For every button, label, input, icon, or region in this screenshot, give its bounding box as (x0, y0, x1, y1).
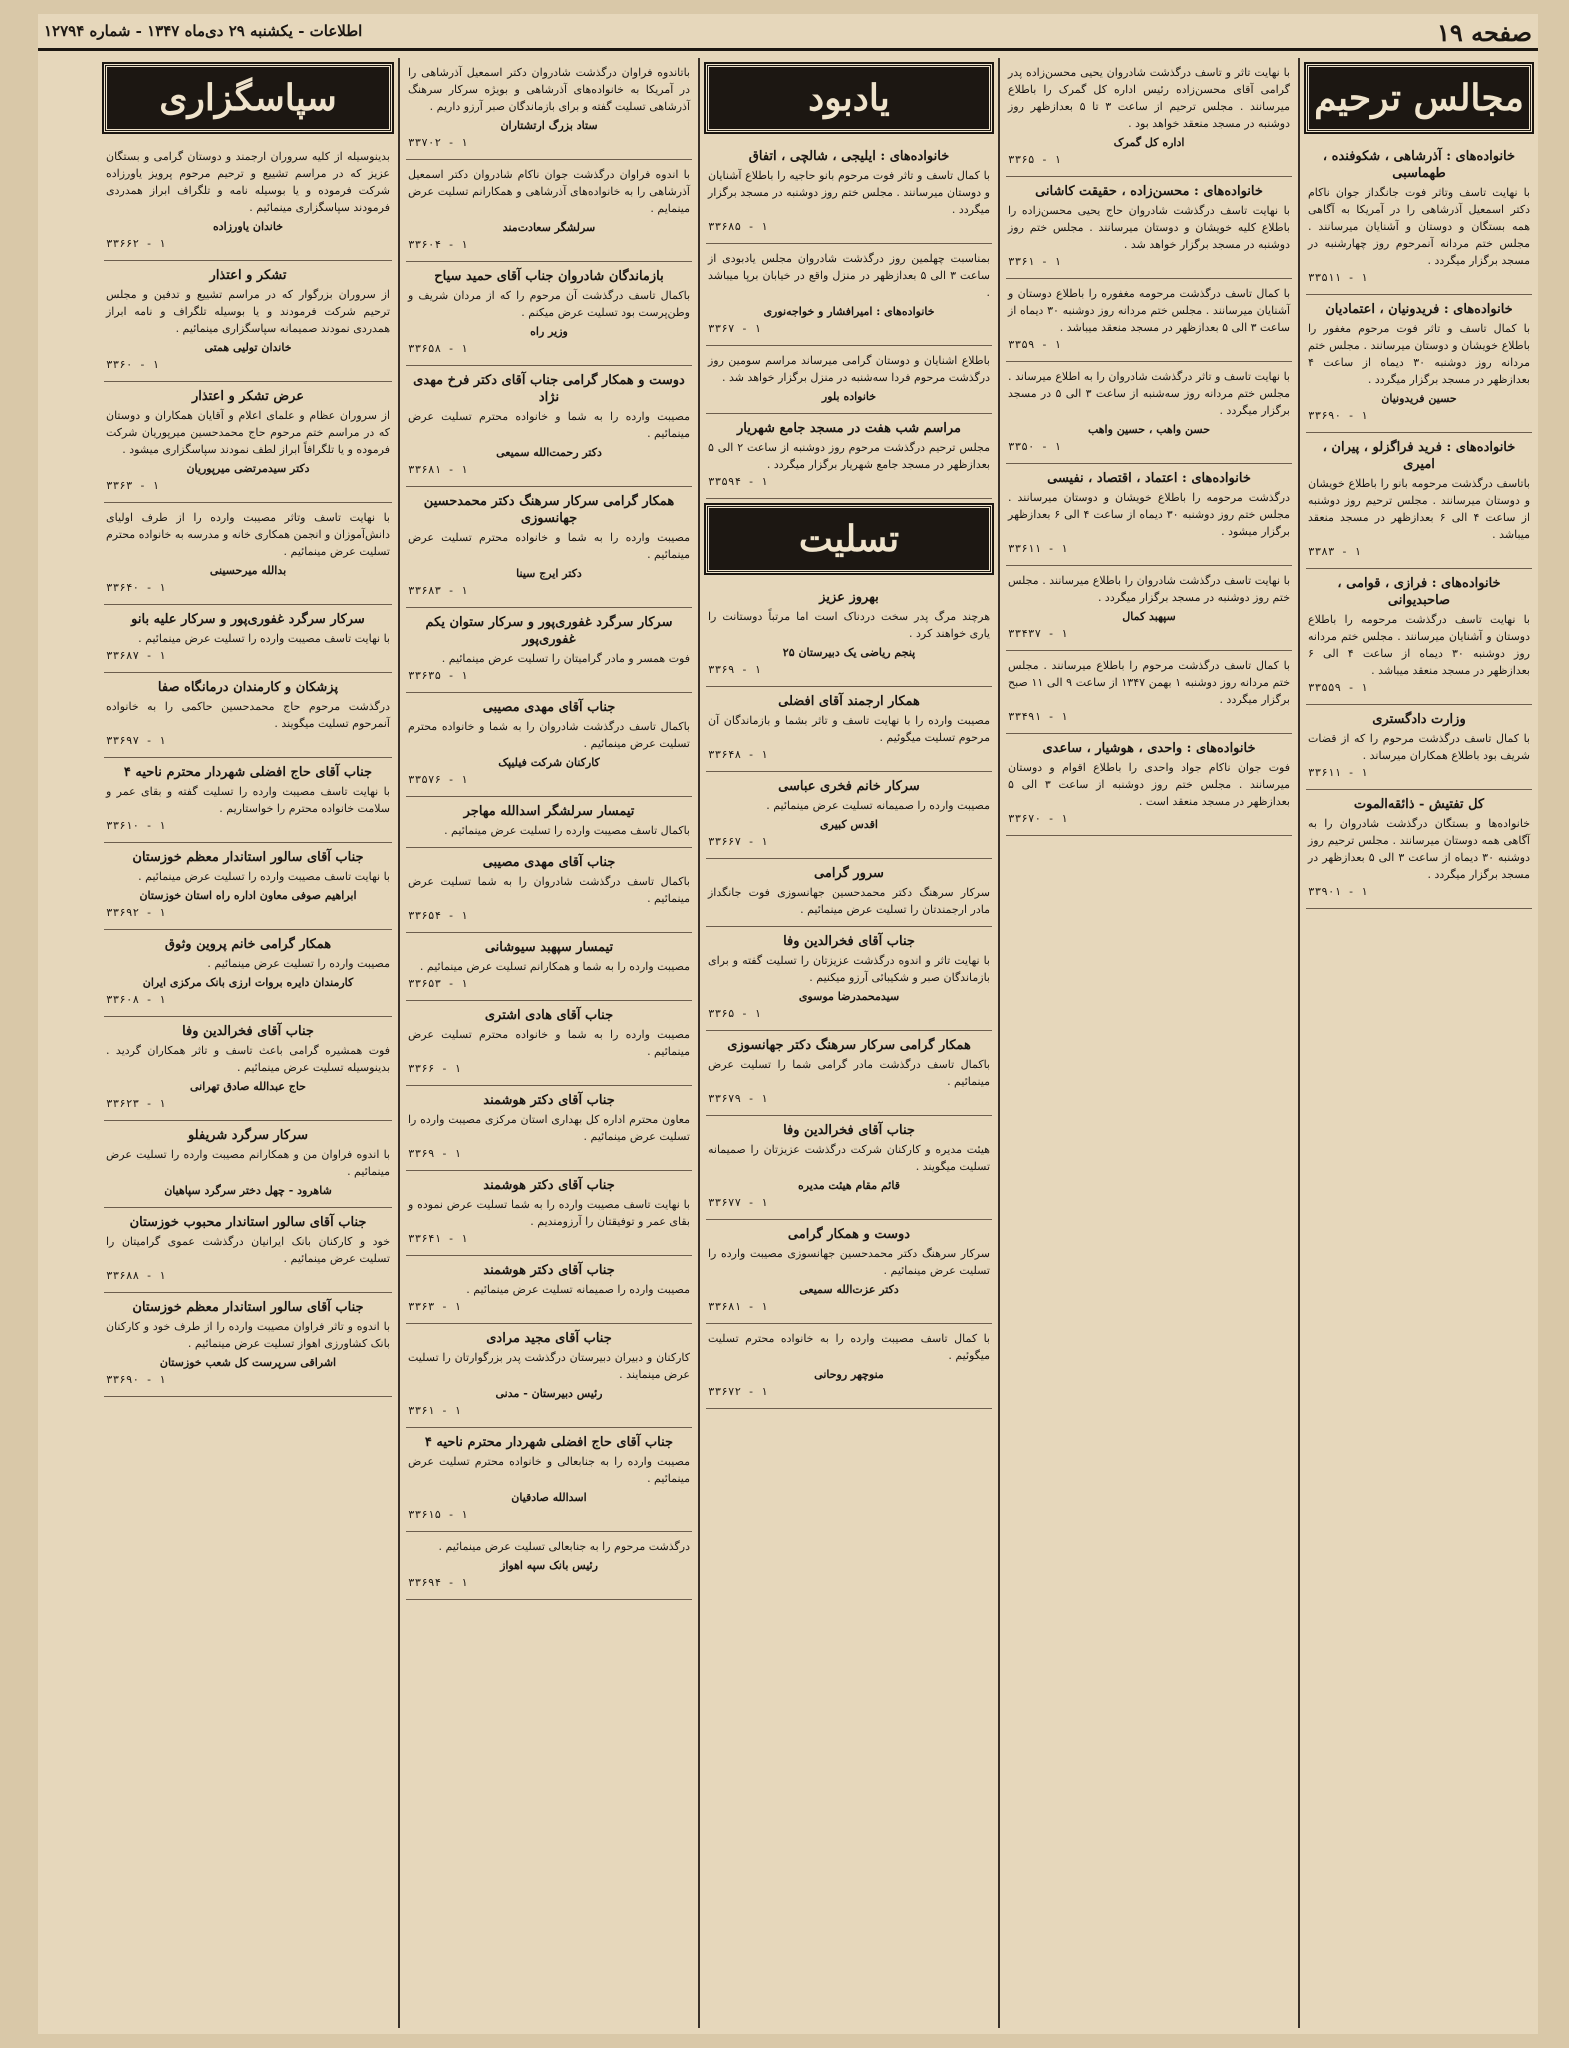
notice-title: تشکر و اعتذار (209, 268, 287, 283)
notice-title: سرکار سرگرد غفوری‌پور و سرکار ستوان یکم غفوری‌پور (425, 615, 673, 647)
notice-signature: خاندان تولیی همتی (204, 341, 292, 354)
notice-body: مصیبت وارده را به شما و خانواده محترم تسلیت عرض مینمائیم . (408, 531, 690, 561)
notice-body: باتاسف درگذشت مرحومه بانو را باطلاع خویشان و دوستان میرسانند . مجلس ترحیم روز دوشنبه از ساعت ۴ الی ۶ بعدازظهر در مسجد منعقد میباشد . (1308, 477, 1530, 541)
notice-body: مصیبت وارده را صمیمانه تسلیت عرض مینمائیم . (766, 799, 990, 812)
notice (406, 1428, 692, 1532)
notice-body: فوت جوان ناکام جواد واحدی را باطلاع اقوام و دوستان میرسانند . مجلس ختم روز دوشنبه از ساعت ۳ الی ۵ بعدازظهر در مسجد منعقد است . (1008, 761, 1290, 808)
notice (406, 1171, 692, 1256)
notice-code: ۳۳۶۱ - ۱ (408, 1404, 461, 1417)
notice-title: وزارت دادگستری (1372, 712, 1466, 727)
notice-signature: خانواده‌های : امیرافشار و خواجه‌نوری (763, 305, 935, 318)
notice-body: مصیبت وارده را به شما و خانواده محترم تسلیت عرض مینمائیم . (408, 410, 690, 440)
notice (104, 1017, 392, 1121)
notice-body: از سروران عظام و علمای اعلام و آقایان همکاران و دوستان که در مراسم ختم مرحوم حاج محمدحسین میرپوریان شرکت فرموده و یا تلگرافاً ابراز لطف نمودند سپاسگزاری میشود . (106, 409, 390, 456)
notice-body: با نهایت تاثر و تاسف درگذشت شادروان یحیی محسن‌زاده پدر گرامی آقای محسن‌زاده رئیس اداره کل گمرک را باطلاع میرسانند . مجلس ترحیم از ساعت ۳ تا ۵ بعدازظهر روز دوشنبه در مسجد منعقد خواهد بود . (1008, 66, 1291, 130)
notice-signature: اداره کل گمرک (1113, 136, 1185, 149)
notice-body: درگذشت مرحومه را باطلاع خویشان و دوستان میرسانند . مجلس ختم روز دوشنبه ۳۰ دیماه از ساعت ۴ الی ۶ بعدازظهر برگزار میشود . (1008, 491, 1290, 538)
notice-body: از سروران بزرگوار که در مراسم تشییع و تدفین و مجلس ترحیم شرکت فرمودند و یا بوسیله تلگراف و نامه ابراز همدردی نمودند صمیمانه سپاسگزاری مینمائیم . (106, 288, 390, 335)
notice-title: تیمسار سرلشگر اسدالله مهاجر (463, 804, 635, 819)
notice (706, 244, 992, 346)
notice-title: خانواده‌های : فریدونیان ، اعتمادیان (1325, 302, 1513, 317)
notice-body: با نهایت تاسف وتاثر فوت جانگداز جوان ناکام دکتر اسمعیل آذرشاهی را در آمریکا به آگاهی همه بستگان و دوستان و آشنایان میرسانند . مجلس ختم مردانه آنمرحوم روز چهارشنبه در مسجد برگزار میگردد . (1308, 186, 1530, 267)
notice-body: با نهایت تاسف درگذشت مرحومه را باطلاع دوستان و آشنایان میرسانند . مجلس ختم مردانه روز دوشنبه ۳۰ دیماه از ساعت ۴ الی ۶ بعدازظهر در مسجد منعقد میباشد . (1308, 613, 1530, 677)
notice (104, 142, 392, 261)
notice-signature: منوچهر روحانی (814, 1368, 884, 1381)
notice-signature: حاج عبدالله صادق تهرانی (190, 1080, 306, 1093)
notice-code: ۳۳۶۹۲ - ۱ (106, 906, 166, 919)
notice (706, 346, 992, 414)
notice-code: ۳۳۶۷۲ - ۱ (708, 1385, 768, 1398)
notice (104, 503, 392, 605)
notice-title: جناب آقای هادی اشتری (484, 1008, 614, 1023)
notice-code: ۳۳۵۹ - ۱ (1008, 338, 1061, 351)
notice-signature: رئیس دبیرستان - مدنی (495, 1387, 603, 1400)
notice (406, 1256, 692, 1324)
notice-body: با نهایت تاسف مصیبت وارده را تسلیت گفته و بقای عمر و سلامت خانواده محترم را خواستاریم . (106, 785, 390, 815)
notice-code: ۳۳۵۱۱ - ۱ (1308, 271, 1368, 284)
notice-body: باطلاع اشنایان و دوستان گرامی میرساند مراسم سومین روز درگذشت مرحوم فردا سه‌شنبه در منزل برگزار خواهد شد . (708, 354, 990, 384)
notice-signature: سپهبد کمال (1122, 610, 1176, 623)
notice (706, 1031, 992, 1116)
notice-code: ۳۳۶۰۸ - ۱ (106, 993, 166, 1006)
notice-title: دوست و همکار گرامی جناب آقای دکتر فرخ مهدی نژاد (413, 373, 685, 405)
notice-code: ۳۳۶۵ - ۱ (1008, 153, 1061, 166)
notice-body: فوت همسر و مادر گرامیتان را تسلیت عرض مینمائیم . (441, 652, 690, 665)
notice-code: ۳۳۶۹۷ - ۱ (106, 734, 166, 747)
notice-signature: بدالله میرحسینی (209, 564, 287, 577)
newspaper-page (38, 14, 1538, 2034)
notice-title: جناب آقای فخرالدین وفا (783, 1123, 915, 1138)
notice-code: ۳۳۶۱۱ - ۱ (1008, 542, 1068, 555)
notice (706, 142, 992, 244)
notice-body: با کمال تاسف درگذشت مرحومه مغفوره را باطلاع دوستان و آشنایان میرسانند . مجلس ختم مردانه روز دوشنبه ۳۰ دیماه از ساعت ۳ الی ۵ بعدازظهر در مسجد منعقد میباشد . (1008, 287, 1291, 334)
notice-body: باکمال تاسف مصیبت وارده را تسلیت عرض مینمائیم . (444, 824, 690, 837)
notice-code: ۳۳۶۷۷ - ۱ (708, 1196, 768, 1209)
notice (104, 843, 392, 930)
notice-signature: حسین فریدونیان (1381, 392, 1457, 405)
notice-code: ۳۳۵۷۶ - ۱ (408, 773, 468, 786)
notice-signature: رئیس بانک سپه اهواز (500, 1559, 598, 1572)
notice-code: ۳۳۶۸۱ - ۱ (408, 463, 468, 476)
notice-body: درگذشت مرحوم را به جنابعالی تسلیت عرض مینمائیم . (438, 1540, 690, 1553)
notice (406, 58, 692, 160)
notice-signature: ستاد بزرگ ارتشتاران (500, 119, 598, 132)
notice-signature: سیدمحمدرضا موسوی (798, 990, 900, 1003)
notice (1006, 651, 1292, 734)
notice-title: جناب آقای مهدی مصیبی (482, 855, 616, 870)
notice-code: ۳۳۶۵۴ - ۱ (408, 909, 468, 922)
notice (104, 261, 392, 382)
notice-title: تیمسار سپهبد سیوشانی (484, 940, 614, 955)
notice-signature: دکتر سیدمرتضی میرپوریان (186, 462, 310, 475)
notice (406, 848, 692, 933)
notice-signature: قائم مقام هیئت مدیره (798, 1179, 900, 1192)
notice-code: ۳۳۶۵۳ - ۱ (408, 977, 468, 990)
notice-code: ۳۳۶۱۱ - ۱ (1308, 766, 1368, 779)
notice-code: ۳۳۴۹۱ - ۱ (1008, 710, 1068, 723)
notice-code: ۳۳۵۰ - ۱ (1008, 440, 1061, 453)
notice-body: باکمال تاسف درگذشت مادر گرامی شما را تسلیت عرض مینمائیم . (708, 1058, 990, 1088)
section-banner: سپاسگزاری (104, 64, 392, 132)
notice-body: سرکار سرهنگ دکتر محمدحسین جهانسوزی فوت جانگداز مادر ارجمندتان را تسلیت عرض مینمائیم . (708, 886, 990, 916)
notice-signature: ابراهیم صوفی معاون اداره راه استان خوزستان (139, 889, 357, 902)
notice (706, 1116, 992, 1220)
notice-body: درگذشت مرحوم حاج محمدحسین حاکمی را به خانواده آنمرحوم تسلیت میگویند . (106, 700, 390, 730)
section-banner: تسلیت (706, 505, 992, 573)
notice (706, 772, 992, 859)
notice-body: بمناسبت چهلمین روز درگذشت شادروان مجلس یادبودی از ساعت ۳ الی ۵ بعدازظهر در منزل واقع در خیابان برپا میباشد . (708, 252, 990, 299)
notice-title: سرکار سرگرد شریفلو (187, 1128, 309, 1143)
notice (104, 758, 392, 843)
notice-code: ۳۳۶۸۱ - ۱ (708, 1300, 768, 1313)
notice-body: باکمال تاسف درگذشت شادروان را به شما تسلیت عرض مینمائیم . (408, 875, 690, 905)
column-2 (998, 58, 1298, 2028)
notice-title: کل تفتیش - ذائقه‌الموت (1353, 797, 1485, 812)
notice-body: با نهایت تاسف و تاثر درگذشت شادروان را به اطلاع میرساند . مجلس ختم مردانه روز سه‌شنبه از ساعت ۳ الی ۵ در مسجد برگزار میگردد . (1008, 370, 1290, 417)
notice-signature: اسدالله صادقیان (511, 1491, 587, 1504)
notice (706, 927, 992, 1031)
notice (406, 1324, 692, 1428)
notice-body: خانواده‌ها و بستگان درگذشت شادروان را به آگاهی همه دوستان میرسانند . مجلس ترحیم روز دوشنبه ۳۰ دیماه از ساعت ۳ الی ۵ بعدازظهر در مسجد برگزار میگردد . (1308, 817, 1530, 881)
notice-title: جناب آقای حاج افضلی شهردار محترم ناحیه ۴ (123, 765, 373, 780)
notice (1006, 58, 1292, 177)
notice-body: با کمال تاسف مصیبت وارده را به خانواده محترم تسلیت میگوئیم . (708, 1332, 990, 1362)
page-number: صفحه ۱۹ (1436, 18, 1532, 47)
notice-code: ۳۳۶۶ - ۱ (408, 1062, 461, 1075)
notice-body: مصیبت وارده را تسلیت عرض مینمائیم . (207, 957, 390, 970)
notice-signature: وزیر راه (530, 325, 568, 338)
notice-body: با اندوه فراوان من و همکارانم مصیبت وارده را تسلیت عرض مینمائیم . (106, 1148, 390, 1178)
notice-title: جناب آقای حاج افضلی شهردار محترم ناحیه ۴ (424, 1435, 674, 1450)
notice-code: ۳۳۶۸۷ - ۱ (106, 649, 166, 662)
notice-code: ۳۳۶۱۵ - ۱ (408, 1508, 468, 1521)
column-5 (98, 58, 398, 2028)
notice-code: ۳۳۶۵ - ۱ (708, 1007, 761, 1020)
notice-code: ۳۳۹۰۱ - ۱ (1308, 885, 1368, 898)
notice-title: جناب آقای فخرالدین وفا (783, 934, 915, 949)
notice-code: ۳۳۶۵۸ - ۱ (408, 342, 468, 355)
notice (1306, 433, 1532, 569)
notice-code: ۳۳۶۸۸ - ۱ (106, 1269, 166, 1282)
notice-code: ۳۳۶۴۱ - ۱ (408, 1232, 468, 1245)
notice (104, 930, 392, 1017)
notice-title: خانواده‌های : واحدی ، هوشیار ، ساعدی (1042, 741, 1256, 756)
notice-body: با نهایت تاسف درگذشت شادروان حاج یحیی محسن‌زاده را باطلاع کلیه خویشان و دوستان میرسانند . مجلس ختم روز دوشنبه در مسجد برگزار خواهد شد . (1008, 204, 1290, 251)
notice-body: با نهایت تاسف مصیبت وارده را به شما تسلیت عرض نموده و بقای عمر و توفیقتان را آرزومندیم . (408, 1198, 690, 1228)
notice-body: با اندوه فراوان درگذشت جوان ناکام شادروان دکتر اسمعیل آذرشاهی را به خانواده‌های آذرشاهی و همکارانم تسلیت عرض مینمایم . (408, 168, 690, 215)
notice-signature: پنجم ریاضی یک دبیرستان ۲۵ (782, 646, 916, 659)
notice-body: باکمال تاسف درگذشت شادروان را به شما و خانواده محترم تسلیت عرض مینمائیم . (408, 720, 690, 750)
notice-body: هیئت مدیره و کارکنان شرکت درگذشت عزیزتان را صمیمانه تسلیت میگویند . (708, 1143, 990, 1173)
notice-body: معاون محترم اداره کل بهداری استان مرکزی مصیبت وارده را تسلیت عرض مینمائیم . (408, 1113, 690, 1143)
notice-signature: دکتر عزت‌الله سمیعی (799, 1283, 899, 1296)
notice-title: جناب آقای مجید مرادی (486, 1331, 612, 1346)
notice-title: جناب آقای مهدی مصیبی (482, 700, 616, 715)
notice-code: ۳۳۶۹۰ - ۱ (106, 1373, 166, 1386)
notice (406, 933, 692, 1001)
notice-body: مصیبت وارده را به شما و خانواده محترم تسلیت عرض مینمائیم . (408, 1028, 690, 1058)
notice-title: پزشکان و کارمندان درمانگاه صفا (157, 680, 339, 695)
notice (1006, 734, 1292, 836)
notice (1006, 362, 1292, 464)
notice-body: با اندوه و تاثر فراوان مصیبت وارده را از طرف خود و کارکنان بانک کشاورزی اهواز تسلیت عرض مینمائیم . (106, 1320, 390, 1350)
notice-title: جناب آقای دکتر هوشمند (483, 1178, 615, 1193)
notice-code: ۳۳۶۲۳ - ۱ (106, 1097, 166, 1110)
notice-body: هرچند مرگ پدر سخت دردناک است اما مرتباً دوستانت را یاری خواهند کرد . (708, 610, 990, 640)
notice-title: جناب آقای سالور استاندار معظم خوزستان (132, 850, 364, 865)
section-banner: یادبود (706, 64, 992, 132)
notice-title: بازماندگان شادروان جناب آقای حمید سیاح (434, 269, 664, 284)
notice-code: ۳۳۶۰ - ۱ (106, 358, 159, 371)
section-banner: مجالس ترحیم (1306, 64, 1532, 132)
notice-code: ۳۳۶۹۰ - ۱ (1308, 409, 1368, 422)
notice (706, 1220, 992, 1324)
notice-title: همکار گرامی سرکار سرهنگ دکتر محمدحسین جهانسوزی (423, 494, 675, 526)
notice (406, 1001, 692, 1086)
notice-signature: کارکنان شرکت فیلیپک (498, 756, 600, 769)
notice-code: ۳۳۶۳ - ۱ (106, 479, 159, 492)
notice-signature: اشراقی سرپرست کل شعب خوزستان (159, 1356, 337, 1369)
notice (1006, 177, 1292, 279)
notice (406, 1532, 692, 1600)
notice-body: سرکار سرهنگ دکتر محمدحسین جهانسوزی مصیبت وارده را تسلیت عرض مینمائیم . (708, 1247, 990, 1277)
notice (406, 487, 692, 608)
notice-title: جناب آقای دکتر هوشمند (483, 1093, 615, 1108)
notice-code: ۳۳۶۴۸ - ۱ (708, 748, 768, 761)
notice (406, 797, 692, 848)
notice (1306, 569, 1532, 705)
notice-code: ۳۳۶۴۰ - ۱ (106, 581, 166, 594)
notice-title: خانواده‌های : محسن‌زاده ، حقیقت کاشانی (1035, 184, 1263, 199)
column-4 (398, 58, 698, 2028)
notice-signature: خاندان یاورزاده (212, 220, 284, 233)
notice-body: با نهایت تاسف درگذشت شادروان را باطلاع میرسانند . مجلس ختم روز دوشنبه در مسجد برگزار میگردد . (1008, 574, 1290, 604)
notice-title: همکار گرامی سرکار سرهنگ دکتر جهانسوزی (727, 1038, 971, 1053)
notice-title: عرض تشکر و اعتذار (191, 389, 305, 404)
notice-title: سرور گرامی (814, 866, 884, 881)
notice (104, 605, 392, 673)
notice-signature: شاهرود - چهل دختر سرگرد سپاهیان (164, 1184, 332, 1197)
notice-code: ۳۳۶۳ - ۱ (408, 1300, 461, 1313)
notice-body: خود و کارکنان بانک ایرانیان درگذشت عموی گرامیتان را تسلیت عرض مینمائیم . (106, 1235, 390, 1265)
notice (1006, 566, 1292, 651)
notice-code: ۳۳۶۸۳ - ۱ (408, 584, 468, 597)
notice-signature: دکتر رحمت‌الله سمیعی (496, 446, 602, 459)
notice-signature: اقدس کبیری (820, 818, 878, 831)
notice-code: ۳۳۵۵۹ - ۱ (1308, 681, 1368, 694)
notice-body: با کمال تاسف و تاثر فوت مرحوم مغفور را باطلاع خویشان و دوستان میرسانند . مجلس ختم مردانه روز دوشنبه ۳۰ دیماه از ساعت ۴ بعدازظهر در مسجد برگزار میگردد . (1308, 322, 1530, 386)
notice-body: کارکنان و دبیران دبیرستان درگذشت پدر بزرگوارتان را تسلیت عرض مینمایند . (408, 1351, 690, 1381)
notice-title: جناب آقای سالور استاندار معظم خوزستان (132, 1300, 364, 1315)
notice (406, 262, 692, 366)
notice-body: با نهایت تاثر و اندوه درگذشت عزیزتان را تسلیت گفته و برای بازماندگان صبر و شکیبائی آرزو میکنیم . (708, 954, 990, 984)
notice-title: خانواده‌های : فرازی ، قوامی ، صاحبدیوانی (1337, 576, 1501, 608)
notice-title: جناب آقای سالور استاندار محبوب خوزستان (129, 1215, 367, 1230)
notice (104, 1121, 392, 1208)
notice-body: مجلس ترحیم درگذشت مرحوم روز دوشنبه از ساعت ۲ الی ۵ بعدازظهر در مسجد جامع شهریار برگزار میگردد . (708, 441, 990, 471)
notice-body: با نهایت تاسف مصیبت وارده را تسلیت عرض مینمائیم . (138, 870, 390, 883)
notice-body: فوت همشیره گرامی باعث تاسف و تاثر همکاران گردید . بدینوسیله تسلیت عرض مینمائیم . (106, 1044, 390, 1074)
notice-code: ۳۳۶۶۲ - ۱ (106, 237, 166, 250)
notice-code: ۳۳۶۳۵ - ۱ (408, 669, 468, 682)
notice (104, 1208, 392, 1293)
notice-title: همکار گرامی خانم پروین وثوق (164, 937, 332, 952)
notice-body: با کمال تاسف و تاثر فوت مرحوم بانو حاجیه را باطلاع آشنایان و دوستان میرسانند . مجلس ختم روز دوشنبه در مسجد برگزار میگردد . (708, 169, 990, 216)
notice-title: بهروز عزیز (819, 590, 879, 605)
notice-code: ۳۳۸۳ - ۱ (1308, 545, 1361, 558)
notice (706, 1324, 992, 1409)
notice-signature: دکتر ایرج سینا (516, 567, 582, 580)
notice-body: باکمال تاسف درگذشت آن مرحوم را که از مردان شریف و وطن‌پرست بود تسلیت عرض میکنم . (408, 289, 690, 319)
notice-title: سرکار خانم فخری عباسی (778, 779, 920, 794)
column-3 (698, 58, 998, 2028)
notice-title: خانواده‌های : آذرشاهی ، شکوفنده ، طهماسبی (1322, 149, 1516, 181)
notice-code: ۳۳۶۹۴ - ۱ (408, 1576, 468, 1589)
notice-signature: خانواده بلور (821, 390, 877, 403)
notice-code: ۳۳۶۱ - ۱ (1008, 255, 1061, 268)
notice-title: سرکار سرگرد غفوری‌پور و سرکار علیه بانو (131, 612, 365, 627)
notice-title: مراسم شب هفت در مسجد جامع شهریار (737, 421, 961, 436)
notice (1306, 790, 1532, 909)
notice-body: با کمال تاسف درگذشت مرحوم را باطلاع میرسانند . مجلس ختم مردانه روز دوشنبه ۱ بهمن ۱۳۴۷ از ساعت ۹ الی ۱۱ صبح برگزار میگردد . (1008, 659, 1291, 706)
notice-code: ۳۳۶۹ - ۱ (408, 1147, 461, 1160)
notice-code: ۳۳۶۷ - ۱ (708, 322, 761, 335)
notice (706, 583, 992, 687)
notice-title: جناب آقای دکتر هوشمند (483, 1263, 615, 1278)
notice-body: با نهایت تاسف وتاثر مصیبت وارده را از طرف اولیای دانش‌آموزان و انجمن همکاری خانه و مدرسه به خانواده محترم تسلیت عرض مینمائیم . (106, 511, 390, 558)
notice-body: با نهایت تاسف مصیبت وارده را تسلیت عرض مینمائیم . (138, 632, 390, 645)
notice (406, 693, 692, 797)
notice (1006, 464, 1292, 566)
notice-code: ۳۳۶۷۰ - ۱ (1008, 812, 1068, 825)
notice-signature: کارمندان دایره بروات ارزی بانک مرکزی ایران (142, 976, 354, 989)
notice (406, 608, 692, 693)
notice (104, 673, 392, 758)
notice-code: ۳۳۵۹۴ - ۱ (708, 475, 768, 488)
notice-title: جناب آقای فخرالدین وفا (182, 1024, 314, 1039)
notice-title: خانواده‌های : اعتماد ، اقتصاد ، نفیسی (1047, 471, 1251, 486)
notice-title: دوست و همکار گرامی (787, 1227, 911, 1242)
notice (706, 687, 992, 772)
notice-code: ۳۳۶۷۹ - ۱ (708, 1092, 768, 1105)
notice-code: ۳۳۶۸۵ - ۱ (708, 220, 768, 233)
notice-code: ۳۳۶۱۰ - ۱ (106, 819, 166, 832)
column-1 (1298, 58, 1538, 2028)
columns-container (38, 58, 1538, 2028)
notice-code: ۳۳۴۳۷ - ۱ (1008, 627, 1068, 640)
notice-body: مصیبت وارده را به جنابعالی و خانواده محترم تسلیت عرض مینمائیم . (408, 1455, 690, 1485)
notice-body: مصیبت وارده را با نهایت تاسف و تاثر بشما و بازماندگان آن مرحوم تسلیت میگوئیم . (708, 714, 990, 744)
notice-title: خانواده‌های : فرید فراگزلو ، پیران ، امیری (1322, 440, 1516, 472)
notice-code: ۳۳۶۰۴ - ۱ (408, 238, 468, 251)
notice (104, 1293, 392, 1397)
notice-code: ۳۳۷۰۲ - ۱ (408, 136, 468, 149)
notice (1006, 279, 1292, 362)
notice-body: باتاندوه فراوان درگذشت شادروان دکتر اسمعیل آذرشاهی را در آمریکا به خانواده‌های آذرشاهی و بویژه سرکار سرهنگ آذرشاهی تسلیت گفته و برای بازماندگان صبر آرزو داریم . (408, 66, 690, 113)
notice-body: با کمال تاسف درگذشت مرحوم را که از قضات شریف بود باطلاع همکاران میرساند . (1308, 732, 1530, 762)
notice (104, 382, 392, 503)
notice-signature: حسن واهب ، حسین واهب (1087, 423, 1211, 436)
issue-info: اطلاعات - یکشنبه ۲۹ دی‌ماه ۱۳۴۷ - شماره ۱۲۷۹۴ (44, 22, 363, 40)
notice-signature: سرلشگر سعادت‌مند (502, 221, 596, 234)
notice (406, 160, 692, 262)
notice (406, 366, 692, 487)
notice (1306, 705, 1532, 790)
notice-body: مصیبت وارده را صمیمانه تسلیت عرض مینمائیم . (466, 1283, 690, 1296)
notice-title: خانواده‌های : ایلیجی ، شالچی ، اتفاق (748, 149, 950, 164)
notice (406, 1086, 692, 1171)
notice-code: ۳۳۶۹ - ۱ (708, 663, 761, 676)
page-header (38, 14, 1538, 51)
notice-body: مصیبت وارده را به شما و همکارانم تسلیت عرض مینمائیم . (419, 960, 690, 973)
notice (1306, 295, 1532, 433)
notice (1306, 142, 1532, 295)
notice-title: همکار ارجمند آقای افضلی (778, 694, 920, 709)
notice-body: بدینوسیله از کلیه سروران ارجمند و دوستان گرامی و بستگان عزیز که در مراسم تشییع و ترحیم مرحوم پرویز یاورزاده شرکت فرموده و یا بوسیله نامه و تلگراف ابراز همدردی فرمودند سپاسگزاری مینمائیم . (106, 150, 390, 214)
notice (706, 414, 992, 499)
notice-code: ۳۳۶۶۷ - ۱ (708, 835, 768, 848)
notice (706, 859, 992, 927)
